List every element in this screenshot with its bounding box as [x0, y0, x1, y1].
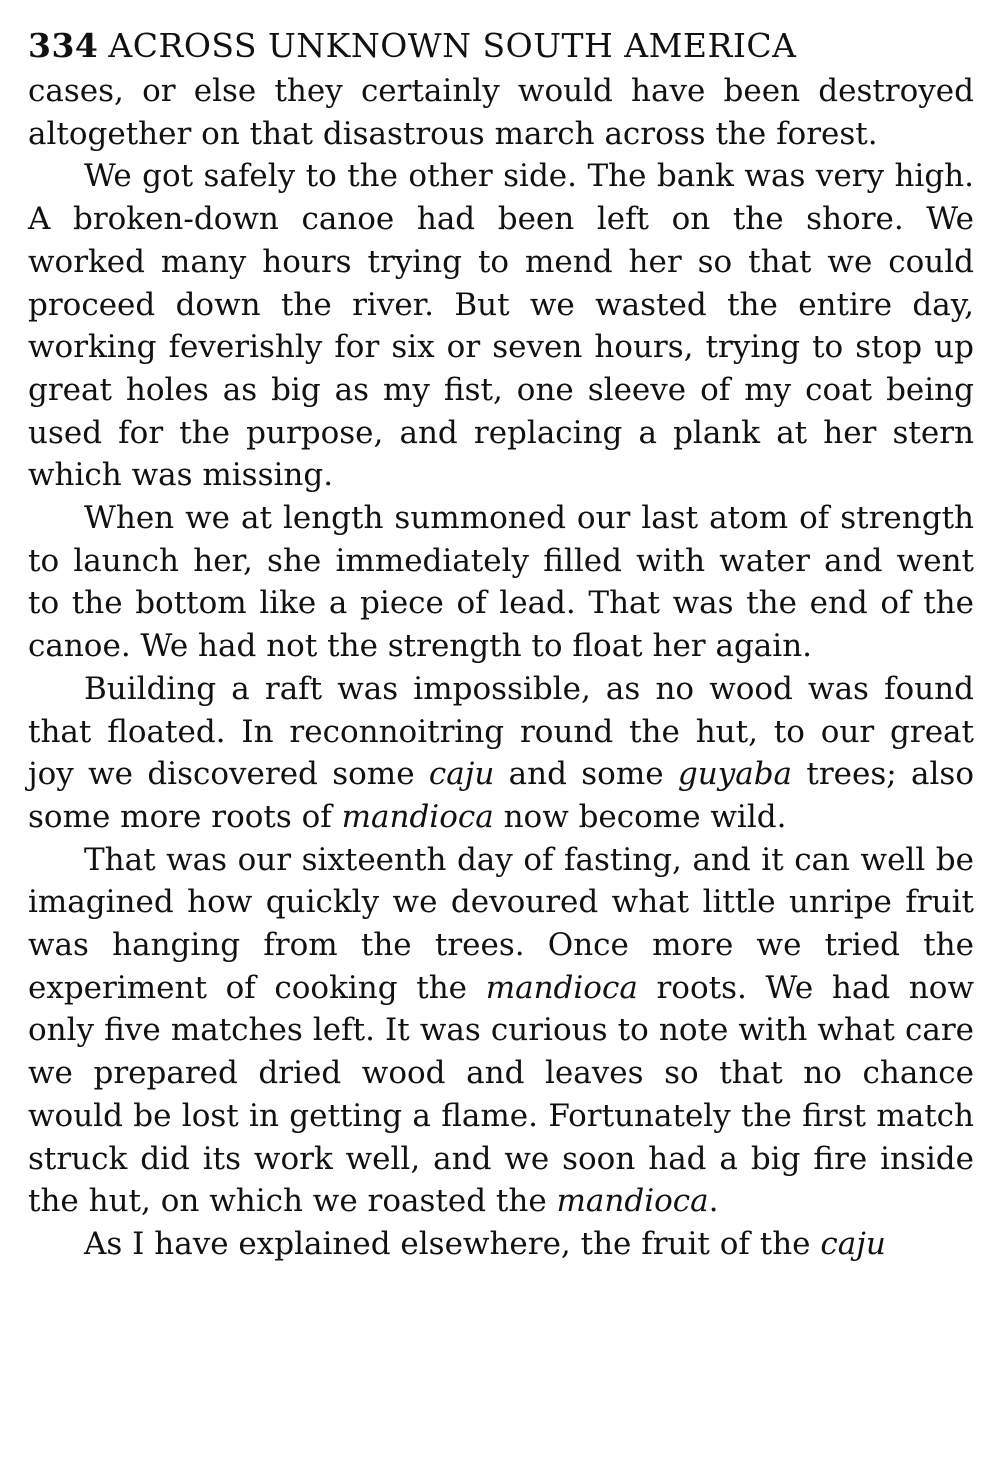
text-run: now become wild.: [493, 798, 787, 835]
text-run: That was our sixteenth day of fasting, and it can well be imagined how quickly we devoured what little unripe fruit was hanging from the trees. Once more we tried the experiment of cooking the: [28, 841, 974, 1006]
paragraph-1: cases, or else they certainly would have been destroyed altogether on that disastrous march across the forest.: [28, 73, 974, 152]
italic-term: caju: [428, 756, 495, 793]
italic-term: mandioca: [556, 1183, 709, 1220]
page-number: 334: [28, 26, 99, 65]
running-header: [28, 22, 974, 70]
italic-term: mandioca: [341, 798, 494, 835]
italic-term: caju: [820, 1225, 886, 1262]
text-run: and some: [494, 756, 678, 793]
text-run: trees; also some more roots of: [28, 756, 974, 835]
italic-term: guyaba: [677, 756, 793, 793]
paragraph-6: [28, 1223, 974, 1266]
paragraph-5: [28, 839, 974, 1223]
italic-term: mandioca: [485, 969, 638, 1006]
book-page: [28, 22, 974, 1266]
paragraph-2: We got safely to the other side. The bank was very high. A broken-down canoe had been left on the shore. We worked many hours trying to mend her so that we could proceed down the river. But we wasted the entire day, working feverishly for six or seven hours, trying to stop up great holes as big as my fist, one sleeve of my coat being used for the purpose, and replacing a plank at her stern which was missing.: [28, 158, 974, 494]
paragraph-4: [28, 668, 974, 839]
running-title: ACROSS UNKNOWN SOUTH AMERICA: [108, 26, 797, 65]
paragraph-3: When we at length summoned our last atom of strength to launch her, she immediately filled with water and went to the bottom like a piece of lead. That was the end of the canoe. We had not the strength to float her again.: [28, 500, 974, 665]
body-text: [28, 70, 974, 1266]
text-run: .: [708, 1183, 719, 1220]
text-run: As I have explained elsewhere, the fruit of the: [84, 1225, 821, 1262]
text-run: Building a raft was impossible, as no wood was found that floated. In reconnoitring round the hut, to our great joy we discovered some: [28, 670, 974, 793]
text-run: roots. We had now only five matches left. It was curious to note with what care we prepared dried wood and leaves so that no chance would be lost in getting a flame. Fortunately the first match struck did its work well, and we soon had a big fire inside the hut, on which we roasted the: [28, 969, 974, 1220]
